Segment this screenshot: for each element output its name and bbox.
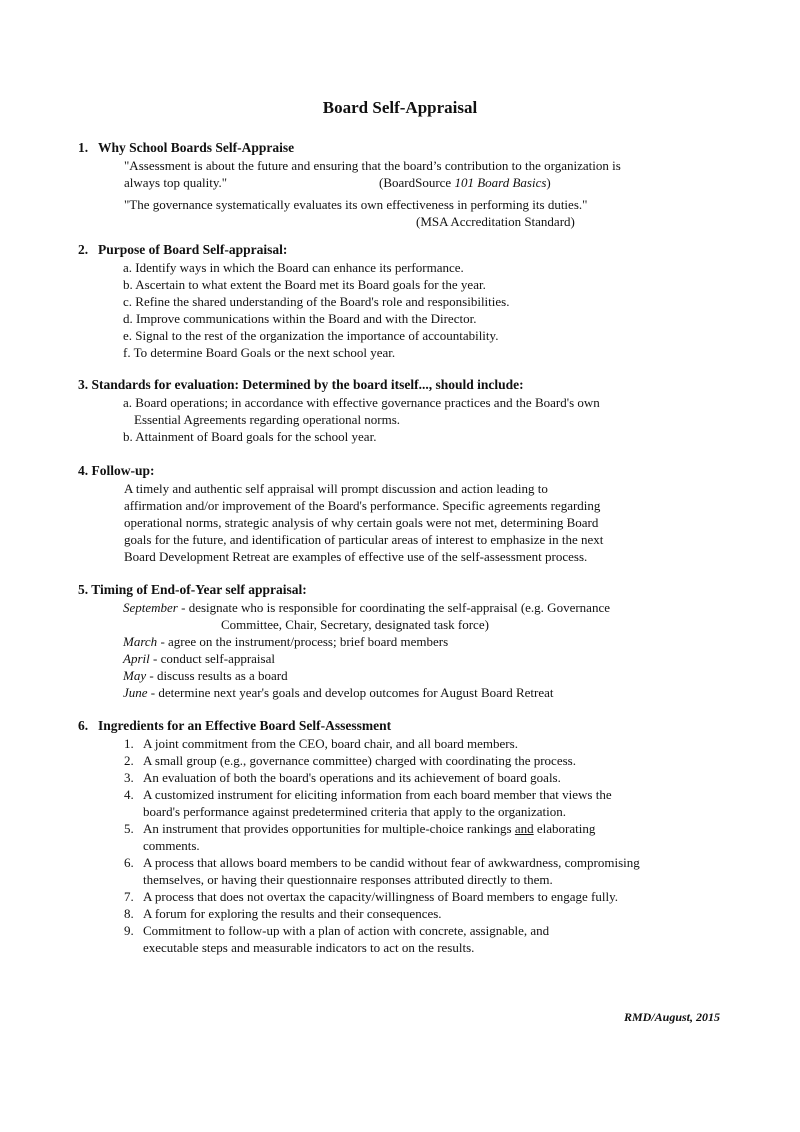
quote-block — [124, 157, 738, 230]
paragraph: A timely and authentic self appraisal will prompt discussion and action leading to affirmation and/or improvement of the Board's performance. Specific agreements regarding operational norms, strategic analysis of why certain goals were not met, determining Board goals for the future, and identification of particular areas of interest to emphasize in the next Board Development Retreat are examples of effective use of the self-assessment process. — [124, 481, 604, 564]
timing-item-may: May - discuss results as a board — [123, 668, 288, 683]
list-item: a. Identify ways in which the Board can enhance its performance. — [123, 260, 464, 275]
timing-item-april: April - conduct self-appraisal — [123, 651, 275, 666]
section-timing — [78, 581, 738, 701]
list-item: d. Improve communications within the Board and with the Director. — [123, 311, 477, 326]
timing-item-september: September - designate who is responsible for coordinating the self-appraisal (e.g. Governance — [123, 600, 610, 615]
timing-item-june: June - determine next year's goals and develop outcomes for August Board Retreat — [123, 685, 554, 700]
quote-citation: (MSA Accreditation Standard) — [416, 214, 575, 229]
list-item: c. Refine the shared understanding of the Board's role and responsibilities. — [123, 294, 510, 309]
list-item-continuation: Essential Agreements regarding operational norms. — [134, 412, 401, 427]
quote-citation: (BoardSource 101 Board Basics) — [379, 175, 551, 190]
list-item: 3. An evaluation of both the board's operations and its achievement of board goals. — [124, 770, 561, 785]
timing-item-continuation: Committee, Chair, Secretary, designated task force) — [221, 617, 489, 632]
section-heading: 3. Standards for evaluation: Determined by the board itself..., should include: — [78, 377, 524, 392]
list-item: 8. A forum for exploring the results and their consequences. — [124, 906, 442, 921]
list-item: e. Signal to the rest of the organization the importance of accountability. — [123, 328, 499, 343]
timing-item-march: March - agree on the instrument/process; brief board members — [123, 634, 449, 649]
footer-signature: RMD/August, 2015 — [623, 1010, 720, 1024]
section-heading: 2. Purpose of Board Self-appraisal: — [78, 242, 288, 257]
section-heading: 5. Timing of End-of-Year self appraisal: — [78, 582, 307, 597]
quote-line: "The governance systematically evaluates its own effectiveness in performing its duties." — [124, 197, 588, 212]
list-item: b. Attainment of Board goals for the school year. — [123, 429, 377, 444]
list-item: 7. A process that does not overtax the capacity/willingness of Board members to engage fully. — [124, 889, 618, 904]
list-item: 1. A joint commitment from the CEO, board chair, and all board members. — [124, 736, 518, 751]
section-ingredients — [78, 717, 738, 956]
section-heading: 6. Ingredients for an Effective Board Self-Assessment — [78, 718, 392, 733]
list-item: 5. An instrument that provides opportunities for multiple-choice rankings and elaborating comments. — [124, 821, 596, 853]
list-item: 4. A customized instrument for eliciting information from each board member that views the board's performance against predetermined criteria that apply to the organization. — [124, 787, 612, 819]
list-item: 2. A small group (e.g., governance committee) charged with coordinating the process. — [124, 753, 576, 768]
section-heading: 4. Follow-up: — [78, 463, 155, 478]
list-item: 9. Commitment to follow-up with a plan of action with concrete, assignable, and executable steps and measurable indicators to act on the results. — [124, 923, 550, 955]
section-heading: 1. Why School Boards Self-Appraise — [78, 140, 295, 155]
quote-line: "Assessment is about the future and ensuring that the board’s contribution to the organization is — [124, 158, 621, 173]
list-item: 6. A process that allows board members to be candid without fear of awkwardness, compromising themselves, or having their questionnaire responses attributed directly to them. — [124, 855, 640, 887]
section-standards — [78, 376, 738, 445]
quote-citation-row — [124, 174, 738, 191]
section-why-self-appraise — [78, 139, 738, 230]
quote-line: always top quality." — [124, 175, 228, 190]
list-item: a. Board operations; in accordance with effective governance practices and the Board's own — [123, 395, 600, 410]
section-follow-up — [78, 462, 738, 565]
section-purpose — [78, 241, 738, 361]
list-item: f. To determine Board Goals or the next school year. — [123, 345, 396, 360]
page-title: Board Self-Appraisal — [322, 98, 478, 117]
list-item: b. Ascertain to what extent the Board met its Board goals for the year. — [123, 277, 486, 292]
ingredients-list — [124, 735, 738, 956]
